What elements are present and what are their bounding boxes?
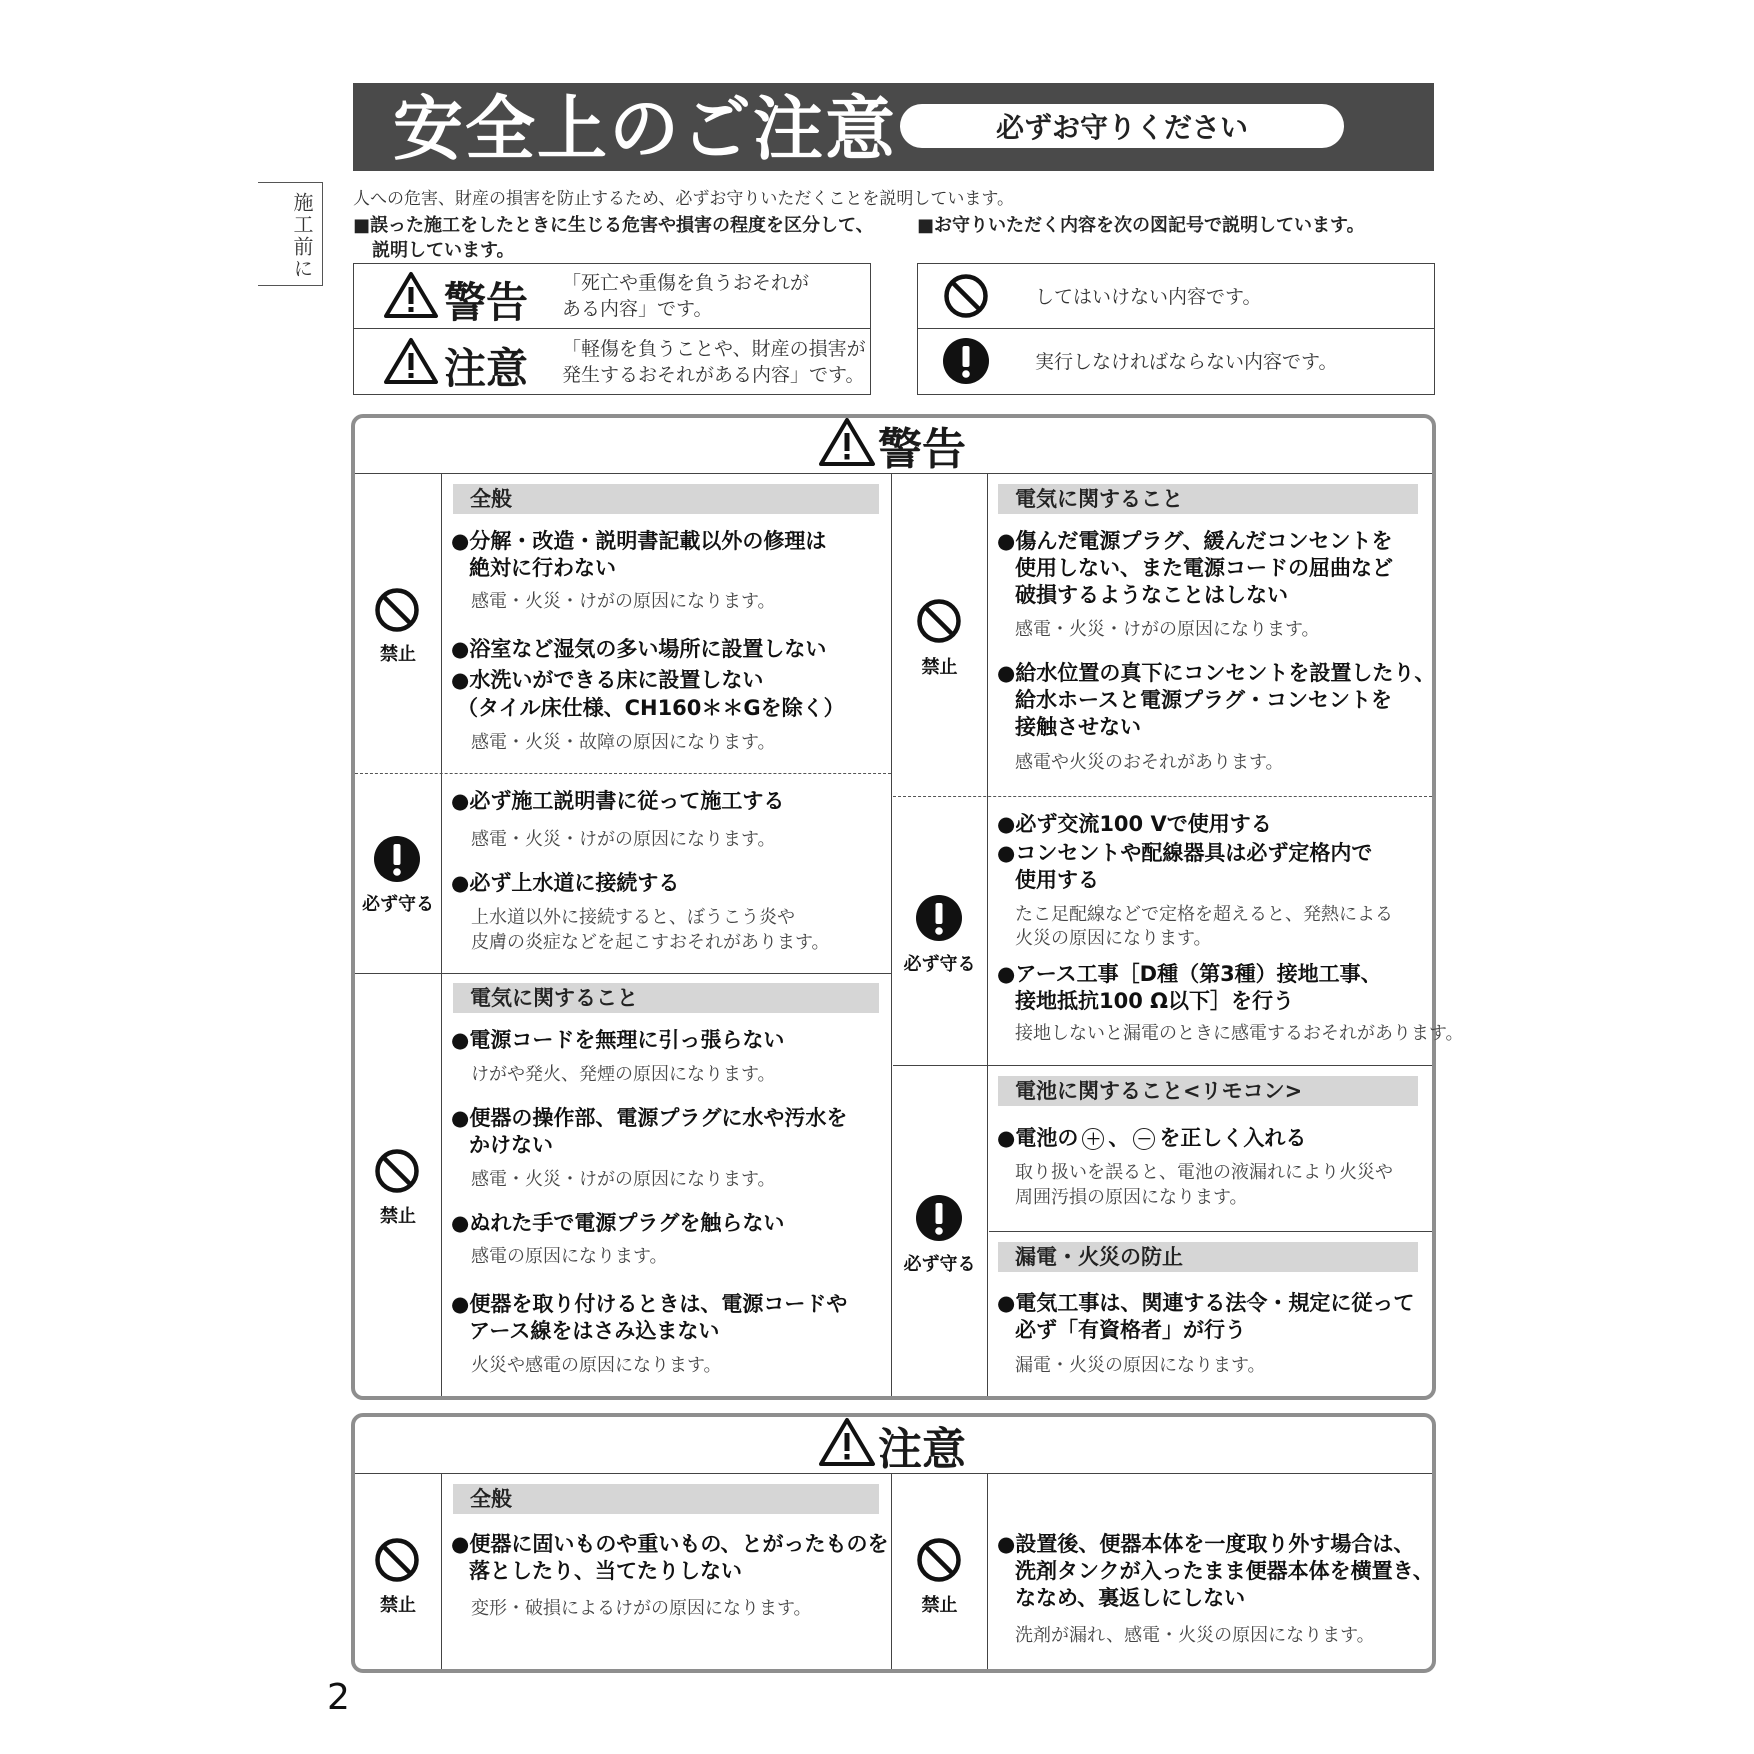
reason: 洗剤が漏れ、感電・火災の原因になります。 — [1015, 1625, 1375, 1646]
instruction: ●必ず施工説明書に従って施工する — [451, 789, 785, 813]
prohibition-label: 禁止 — [380, 1595, 416, 1616]
mandatory-label: 必ず守る — [362, 894, 434, 915]
reason: 変形・破損によるけがの原因になります。 — [471, 1598, 812, 1619]
caution-section-title: 注意 — [878, 1424, 966, 1475]
reason: 取り扱いを誤ると、電池の液漏れにより火災や — [1015, 1162, 1393, 1183]
legend-word-warning: 警告 — [444, 278, 529, 327]
instruction: 落としたり、当てたりしない — [469, 1559, 742, 1583]
legend-desc-warning: 「死亡や重傷を負うおそれが ある内容」です。 — [562, 272, 810, 320]
prohibition-icon — [374, 587, 420, 633]
instruction: ●必ず上水道に接続する — [451, 871, 680, 895]
category-bar: 電気に関すること — [998, 484, 1418, 514]
severity-heading: ■誤った施工をしたときに生じる危害や損害の程度を区分して、 — [353, 215, 874, 236]
side-tab-label: 施工前に — [290, 192, 314, 280]
caution-triangle-icon — [818, 1416, 876, 1468]
instruction: 破損するようなことはしない — [1015, 583, 1288, 607]
reason: 皮膚の炎症などを起こすおそれがあります。 — [471, 932, 830, 953]
instruction: ●便器の操作部、電源プラグに水や汚水を — [451, 1106, 848, 1130]
severity-heading-2: 説明しています。 — [372, 240, 515, 261]
instruction: ●給水位置の真下にコンセントを設置したり、 — [997, 661, 1436, 685]
mandatory-icon — [916, 1195, 962, 1241]
reason: けがや発火、発煙の原因になります。 — [471, 1064, 776, 1085]
reason: 感電や火災のおそれがあります。 — [1015, 752, 1284, 773]
instruction: 使用する — [1015, 868, 1099, 892]
reason: 火災の原因になります。 — [1015, 928, 1212, 949]
instruction: 必ず「有資格者」が行う — [1015, 1318, 1246, 1342]
mandatory-icon — [374, 836, 420, 882]
header-badge: 必ずお守りください — [900, 104, 1344, 148]
warning-triangle-icon — [818, 416, 876, 468]
instruction: ●必ず交流100 Vで使用する — [997, 812, 1272, 836]
page-title: 安全上のご注意 — [393, 88, 897, 170]
instruction: ●電気工事は、関連する法令・規定に従って — [997, 1291, 1415, 1315]
instruction: アース線をはさみ込まない — [469, 1319, 720, 1343]
warning-section-title: 警告 — [878, 424, 966, 475]
symbol-heading: ■お守りいただく内容を次の図記号で説明しています。 — [917, 215, 1365, 236]
instruction: ●コンセントや配線器具は必ず定格内で — [997, 841, 1373, 865]
mandatory-icon — [916, 895, 962, 941]
category-bar: 漏電・火災の防止 — [998, 1242, 1418, 1272]
reason: 感電・火災・けがの原因になります。 — [471, 591, 776, 612]
category-bar: 電気に関すること — [453, 983, 879, 1013]
reason: 周囲汚損の原因になります。 — [1015, 1187, 1248, 1208]
instruction: ●傷んだ電源プラグ、緩んだコンセントを — [997, 529, 1393, 553]
prohibition-label: 禁止 — [380, 644, 416, 665]
instruction: 接地抵抗100 Ω以下］を行う — [1015, 989, 1294, 1013]
instruction: 洗剤タンクが入ったまま便器本体を横置き、 — [1015, 1559, 1434, 1583]
prohibition-icon — [943, 273, 989, 319]
reason: 感電・火災・けがの原因になります。 — [1015, 619, 1320, 640]
instruction: ●アース工事［D種（第3種）接地工事、 — [997, 962, 1382, 986]
instruction: 絶対に行わない — [469, 556, 616, 580]
legend-desc-prohibition: してはいけない内容です。 — [1035, 286, 1262, 308]
instruction: （タイル床仕様、CH160＊＊Gを除く） — [457, 696, 845, 720]
minus-terminal-icon: － — [1133, 1128, 1155, 1150]
reason: 感電・火災・故障の原因になります。 — [471, 732, 776, 753]
instruction: 給水ホースと電源プラグ・コンセントを — [1015, 688, 1392, 712]
instruction: ●電池の ＋ 、 － を正しく入れる — [997, 1126, 1307, 1150]
mandatory-icon — [943, 338, 989, 384]
caution-triangle-icon — [383, 336, 439, 386]
legend-word-caution: 注意 — [444, 344, 529, 393]
reason: たこ足配線などで定格を超えると、発熱による — [1015, 904, 1393, 925]
instruction: ●浴室など湿気の多い場所に設置しない — [451, 637, 827, 661]
instruction: 接触させない — [1015, 715, 1141, 739]
reason: 感電・火災・けがの原因になります。 — [471, 1169, 776, 1190]
instruction: ●便器に固いものや重いもの、とがったものを — [451, 1532, 889, 1556]
reason: 火災や感電の原因になります。 — [471, 1355, 722, 1376]
reason: 感電・火災・けがの原因になります。 — [471, 829, 776, 850]
instruction: 使用しない、また電源コードの屈曲など — [1015, 556, 1393, 580]
reason: 接地しないと漏電のときに感電するおそれがあります。 — [1015, 1023, 1464, 1044]
category-bar: 電池に関すること<リモコン> — [998, 1076, 1418, 1106]
category-bar: 全般 — [453, 1484, 879, 1514]
instruction: ●ぬれた手で電源プラグを触らない — [451, 1211, 785, 1235]
instruction: ●設置後、便器本体を一度取り外す場合は、 — [997, 1532, 1415, 1556]
instruction: ななめ、裏返しにしない — [1015, 1586, 1246, 1610]
mandatory-label: 必ず守る — [903, 1254, 976, 1275]
prohibition-icon — [374, 1148, 420, 1194]
intro-text: 人への危害、財産の損害を防止するため、必ずお守りいただくことを説明しています。 — [353, 189, 1014, 209]
instruction: ●水洗いができる床に設置しない — [451, 668, 764, 692]
category-bar: 全般 — [453, 484, 879, 514]
instruction: ●電源コードを無理に引っ張らない — [451, 1028, 785, 1052]
symbol-legend — [917, 263, 1435, 395]
legend-desc-caution: 「軽傷を負うことや、財産の損害が 発生するおそれがある内容」です。 — [562, 338, 866, 386]
reason: 上水道以外に接続すると、ぼうこう炎や — [471, 907, 795, 928]
instruction: ●便器を取り付けるときは、電源コードや — [451, 1292, 848, 1316]
legend-desc-mandatory: 実行しなければならない内容です。 — [1035, 351, 1338, 373]
instruction: ●分解・改造・説明書記載以外の修理は — [451, 529, 827, 553]
plus-terminal-icon: ＋ — [1082, 1128, 1104, 1150]
mandatory-label: 必ず守る — [903, 954, 976, 975]
prohibition-icon — [916, 598, 962, 644]
prohibition-icon — [374, 1537, 420, 1583]
warning-triangle-icon — [383, 270, 439, 320]
reason: 漏電・火災の原因になります。 — [1015, 1355, 1266, 1376]
prohibition-icon — [916, 1537, 962, 1583]
prohibition-label: 禁止 — [380, 1206, 416, 1227]
prohibition-label: 禁止 — [921, 1595, 958, 1616]
reason: 感電の原因になります。 — [471, 1246, 668, 1267]
prohibition-label: 禁止 — [921, 657, 958, 678]
instruction: かけない — [469, 1133, 553, 1157]
page-number: 2 — [327, 1677, 350, 1718]
